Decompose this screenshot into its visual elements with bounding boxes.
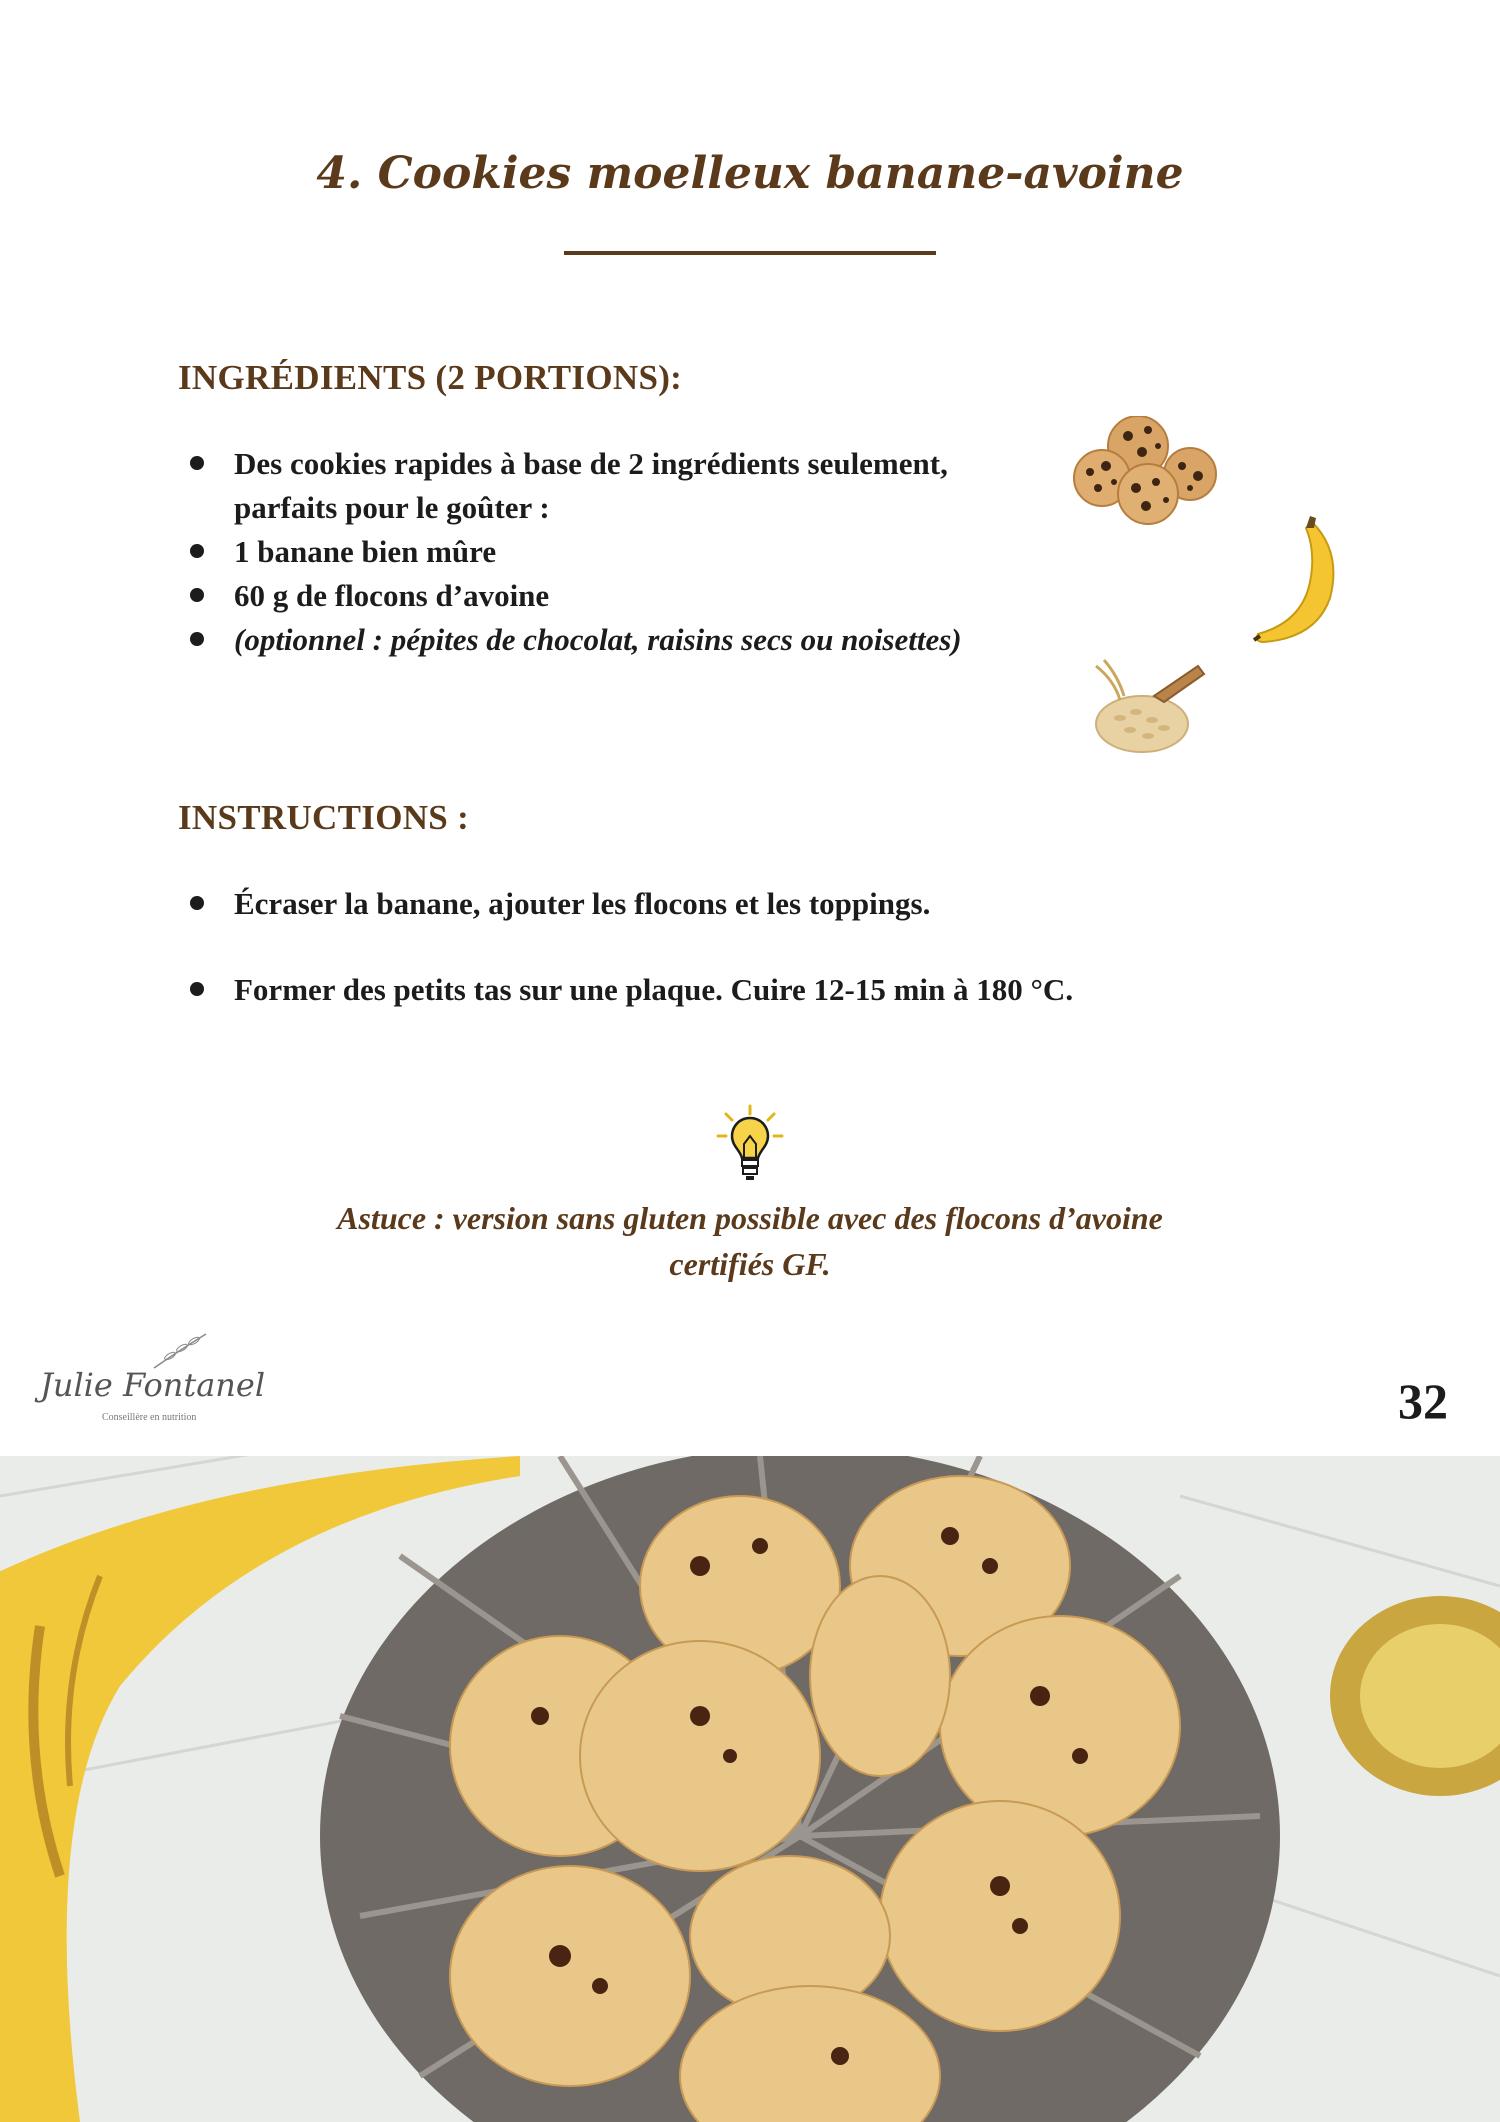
instructions-list	[178, 882, 1328, 1054]
ingredients-heading: INGRÉDIENTS (2 PORTIONS):	[178, 358, 683, 397]
tip-text: Astuce : version sans gluten possible avec des flocons d’avoine certifiés GF.	[337, 1200, 1163, 1282]
bullet-icon	[190, 632, 204, 646]
bullet-icon	[190, 588, 204, 602]
list-item: Écraser la banane, ajouter les flocons et les toppings.	[178, 882, 1328, 926]
title-underline	[564, 251, 936, 255]
list-item: Former des petits tas sur une plaque. Cuire 12-15 min à 180 °C.	[178, 968, 1328, 1012]
brand-logo	[40, 1330, 270, 1423]
list-item: 1 banane bien mûre	[178, 530, 1008, 574]
bullet-icon	[190, 544, 204, 558]
list-item: 60 g de flocons d’avoine	[178, 574, 1008, 618]
bullet-icon	[190, 456, 204, 470]
logo-subtitle: Conseillère en nutrition	[102, 1412, 197, 1423]
list-item: Des cookies rapides à base de 2 ingrédients seulement, parfaits pour le goûter :	[178, 442, 1008, 530]
logo-name: Julie Fontanel	[40, 1366, 266, 1404]
banana-illustration	[1250, 512, 1350, 648]
recipe-title: 4. Cookies moelleux banane-avoine	[316, 148, 1184, 199]
cookies-illustration	[1072, 416, 1224, 528]
list-item: (optionnel : pépites de chocolat, raisins secs ou noisettes)	[178, 618, 1008, 662]
page-number: 32	[1398, 1373, 1448, 1429]
ingredients-list	[178, 442, 1008, 662]
lightbulb-icon	[716, 1104, 784, 1186]
instructions-heading: INSTRUCTIONS :	[178, 798, 470, 837]
bullet-icon	[190, 896, 204, 910]
bullet-icon	[190, 982, 204, 996]
oats-illustration	[1090, 656, 1208, 756]
cookies-photo	[0, 1456, 1500, 2122]
olive-branch-icon	[150, 1330, 210, 1370]
